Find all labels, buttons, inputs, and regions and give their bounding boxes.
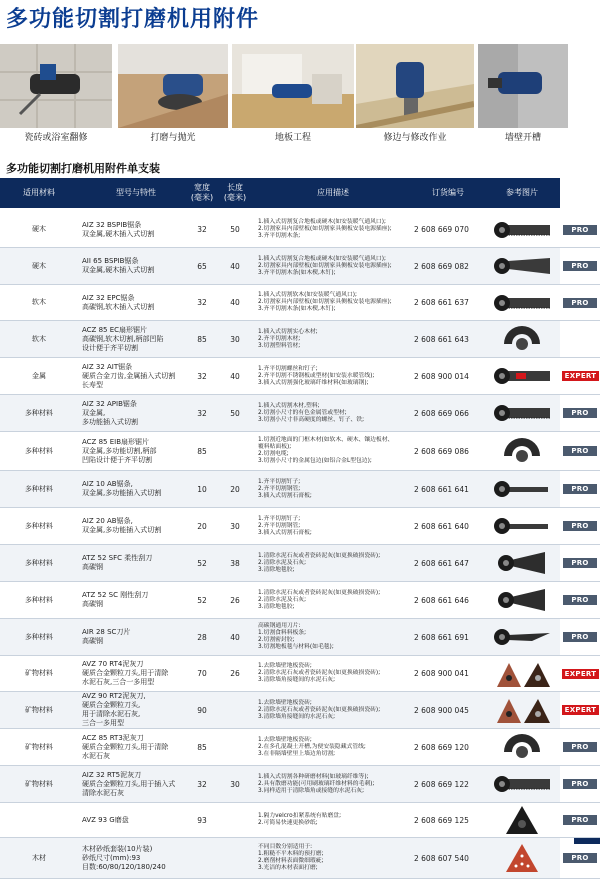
width-cell: 65 [197,261,207,271]
order-number-cell: 2 608 669 066 [414,408,469,418]
gallery-caption: 瓷砖或浴室翻修 [24,133,88,143]
material-cell: 多种材料 [25,632,53,641]
model-line: 双金属,硬木插入式切割 [82,229,155,238]
model-cell [82,285,190,320]
material-cell: 硬木 [32,225,46,233]
description-line: 1.去除墙壁地板瓷砖; [258,736,312,743]
table-row [0,838,600,879]
width-cell: 32 [197,408,207,418]
model-line: 硬质合金刀齿,金属插入式切割 [82,371,176,380]
material-cell: 多种材料 [25,446,53,455]
model-line: 长寿型 [82,380,103,389]
description-line: 1.切割食料料板条; [258,630,307,636]
description-cell [258,321,408,357]
description-cell [258,803,408,837]
model-line: 目数:60/80/120/180/240 [82,862,166,871]
description-cell [258,471,408,507]
header-width-label: 宽度 [194,183,210,192]
order-number-cell: 2 608 669 122 [414,779,469,789]
plunge-blade-icon [486,395,558,431]
plunge-blade-icon [486,285,558,320]
description-cell [258,248,408,284]
model-cell [82,508,190,544]
material-cell: 金属 [32,371,46,380]
material-cell: 多种材料 [25,558,53,567]
description-line: 1.齐平切割钉子; [258,515,301,522]
model-line: AIZ 32 EPC锯条 [82,293,135,302]
model-line: AIZ 32 RT5泥灰刀 [82,770,142,779]
model-line: 双金属,多功能切割,柄部 [82,446,157,455]
pro-badge: PRO [563,632,597,642]
order-number-cell: 2 608 900 014 [414,371,469,381]
model-line: AIZ 32 AIT锯条 [82,362,133,371]
page-title: 多功能切割打磨机用附件 [6,7,260,32]
width-cell: 32 [197,298,207,307]
model-line: 清除水泥石灰 [82,788,124,797]
header-width-unit: (毫米) [190,193,214,202]
description-line: 2.切割电缆; [258,451,289,457]
model-line: 双金属,多功能插入式切割 [82,489,162,497]
table-row [0,471,600,508]
table-row [0,212,600,248]
model-line: 高碳钢 [82,600,103,608]
model-cell [82,248,190,284]
model-cell [82,358,190,394]
model-line: 凹陷设计便于齐平切割 [82,455,152,464]
header-order: 订货编号 [432,188,464,197]
description-line: 2.清除水泥石灰或者瓷砖泥灰(如更换破损瓷砖); [258,706,381,713]
width-cell: 93 [197,815,207,825]
floor-work-photo [232,44,354,128]
description-line: 3.切割小尺寸的金属包边(如铝合金L型包边); [258,458,372,464]
width-cell: 85 [197,742,207,752]
pro-badge: PRO [563,225,597,235]
accessory-table-body [0,212,600,879]
pro-badge: PRO [563,298,597,308]
description-line: 3.光洁的木材表面打磨; [258,865,318,871]
pro-badge: PRO [563,261,597,271]
length-cell [222,692,248,728]
pro-badge: PRO [563,742,597,752]
description-line: 3.齐平切割木条(如木楔,木钉); [258,269,336,276]
model-cell [82,656,190,691]
description-line: 1.插入式切割各种研磨材料(如玻璃纤维等); [258,773,369,780]
material-cell: 矿物材料 [25,669,53,677]
wide-plunge-blade-icon [486,248,558,284]
header-width [190,178,214,208]
length-cell: 26 [230,595,240,605]
length-cell: 30 [230,521,240,531]
description-line: 1.插入式切割木材,塑料; [258,402,320,409]
order-number-cell: 2 608 669 120 [414,742,469,752]
header-length-unit: (毫米) [223,193,247,202]
description-line: 2.清除水泥及石灰; [258,596,307,603]
model-line: ATZ 52 SFC 柔性刮刀 [82,554,153,562]
order-number-cell: 2 608 661 637 [414,298,469,307]
order-number-cell: 2 608 661 691 [414,632,469,642]
description-line: 1.插入式切割复合地板或硬木(如安装暖气通风口); [258,219,386,225]
description-line: 1.插入式切割实心木材; [258,328,318,335]
table-row [0,248,600,285]
model-line: 木材砂纸套装(10片装) [82,844,153,853]
order-number-cell: 2 608 661 641 [414,484,469,494]
pro-badge: PRO [563,853,597,863]
description-line: 1.插入式切割软木(如安装暖气通风口); [258,292,357,298]
model-line: 水泥石灰 [82,751,110,760]
material-cell: 矿物材料 [25,705,53,714]
model-line: 硬质合金颗粒刀头,用于清除 [82,742,169,751]
model-line: 用于清除水泥石灰, [82,710,141,718]
table-row [0,729,600,766]
description-line: 2.切割密封胶; [258,637,295,643]
description-line: 2.具有散磨功能(可用刷玻璃纤维材料的毛刺); [258,780,375,787]
description-line: 3.清除墙角接缝间的水泥石灰; [258,677,336,683]
order-number-cell: 2 608 661 643 [414,334,469,344]
model-cell [82,212,190,247]
material-cell: 多种材料 [25,595,53,604]
description-line: 3.插入式切割石膏板; [258,492,312,499]
table-row [0,803,600,838]
order-number-cell: 2 608 669 070 [414,225,469,234]
length-cell [222,432,248,470]
length-cell: 40 [230,261,240,271]
description-line: 2.齐平切割钢管; [258,522,301,529]
width-cell: 85 [197,334,207,344]
description-line: 1.切割近地面的门框木材(如软木、硬木、镶边板材、 [258,437,394,443]
width-cell: 70 [197,669,207,678]
width-cell: 10 [197,484,207,494]
model-line: AIZ 32 BSPIB锯条 [82,220,142,229]
model-line: 双金属,硬木插入式切割 [82,266,155,274]
length-cell [222,838,248,878]
table-row [0,432,600,471]
model-line: 砂纸尺寸(mm):93 [82,853,141,862]
model-line: 双金属, [82,408,106,417]
sanding-polishing-photo [118,44,228,128]
description-line: 2.清除水泥及石灰; [258,559,307,566]
segment-blade-icon [486,729,558,765]
length-cell: 30 [230,779,240,789]
description-line: 1.隔力velcro扣紧系统有贴磨盘; [258,813,342,819]
model-line: AIR 28 SC刀片 [82,628,131,636]
description-cell [258,729,408,765]
description-cell [258,766,408,802]
description-line: 3.齐平切割木条; [258,233,301,239]
model-cell [82,471,190,507]
segment-blade-icon [486,432,558,470]
description-cell [258,619,408,655]
pro-badge: PRO [563,779,597,789]
description-line: 3.插入式切割石膏板; [258,529,312,536]
length-cell: 40 [230,371,240,381]
model-cell [82,803,190,837]
model-line: ATZ 52 SC 刚性刮刀 [82,591,149,599]
width-cell: 32 [197,225,207,234]
table-row [0,321,600,358]
width-cell: 32 [197,371,207,381]
expert-badge: EXPERT [562,669,599,679]
delta-sandpaper-icon [486,838,558,878]
description-line: 2.齐平切割不锈钢板或型材(如安装水暖管线); [258,372,375,379]
gallery-caption: 修边与修改作业 [383,133,447,143]
description-cell [258,656,408,691]
description-line: 2.切割小尺寸的有色金属管或型材; [258,409,347,416]
model-cell [82,692,190,728]
table-row [0,508,600,545]
application-gallery [0,44,600,144]
length-cell: 40 [230,632,240,642]
description-line: 1.粗糙不平木料的预打磨; [258,851,324,857]
order-number-cell: 2 608 661 646 [414,595,469,605]
model-line: 高碳钢,软木切割,柄部凹陷 [82,334,164,343]
order-number-cell: 2 608 669 082 [414,261,469,271]
order-number-cell: 2 608 669 086 [414,446,469,456]
description-line: 不同目数分别适用于: [258,844,313,850]
model-line: AVZ 90 RT2泥灰刀, [82,692,146,700]
order-number-cell: 2 608 900 045 [414,705,469,715]
order-number-cell: 2 608 661 647 [414,558,469,568]
material-cell: 软木 [32,334,46,343]
header-material: 适用材料 [23,188,55,197]
table-header [0,178,560,208]
model-line: 多功能插入式切割 [82,417,138,426]
order-number-cell: 2 608 607 540 [414,853,469,863]
width-cell: 52 [197,558,207,568]
model-line: 三合一多用型 [82,719,124,727]
material-cell: 软木 [32,298,46,306]
description-line: 2.磨削材料表面微细瑕疵; [258,858,324,864]
header-length [222,178,248,208]
description-line: 3.在非隔墙壁里上墙边角切割; [258,750,336,757]
model-line: AVZ 93 G磨盘 [82,815,129,824]
description-cell [258,838,408,878]
description-cell [258,545,408,581]
description-line: 3.清除地毯胶; [258,566,295,573]
model-cell [82,321,190,357]
width-cell: 90 [197,705,207,715]
trimming-photo [356,44,474,128]
description-line: 3.切割塑料管材; [258,342,301,349]
pro-badge: PRO [563,595,597,605]
table-row [0,545,600,582]
model-line: 水泥石灰,三合一多用型 [82,678,155,686]
description-line: 2.齐平切割钢管; [258,485,301,492]
scraper-icon [486,545,558,581]
pro-badge: PRO [563,484,597,494]
model-cell [82,395,190,431]
plunge-blade-icon [486,766,558,802]
description-line: 1.清除水泥石灰或者瓷砖泥灰(如更换破损瓷砖); [258,552,381,559]
pro-badge: PRO [563,558,597,568]
model-line: AII 65 BSPIB锯条 [82,257,139,265]
description-cell [258,212,408,247]
length-cell: 40 [230,298,240,307]
material-cell: 矿物材料 [25,742,53,751]
pro-badge: PRO [563,815,597,825]
wall-slotting-photo [478,44,568,128]
model-line: 硬质合金颗粒刀头, [82,701,141,709]
description-line: 1.齐平切割螺丝和钉子; [258,365,318,372]
page-corner-mark [574,838,600,844]
narrow-blade-icon [486,508,558,544]
table-row [0,656,600,692]
material-cell: 多种材料 [25,484,53,493]
model-line: ACZ 85 RT3泥灰刀 [82,733,144,742]
order-number-cell: 2 608 661 640 [414,521,469,531]
description-line: 2.在多孔混凝土开槽,为便安装隐藏式管线; [258,743,366,750]
description-line: 3.齐平切割木条(如木楔,木钉); [258,306,336,312]
gallery-caption: 墙壁开槽 [504,133,541,143]
section-title: 多功能切割打磨机用附件单支装 [6,162,160,175]
description-line: 1.去除墙壁地板瓷砖; [258,663,312,669]
length-cell: 26 [230,669,240,678]
length-cell: 50 [230,408,240,418]
model-line: 硬质合金颗粒刀头,用于插入式 [82,779,176,788]
description-line: 2.切割家具内部壁板(如切割家具侧板安装电源插座); [258,226,392,232]
material-cell: 矿物材料 [25,779,53,788]
table-row [0,619,600,656]
gallery-caption: 地板工程 [274,133,311,143]
expert-badge: EXPERT [562,705,599,715]
header-length-label: 长度 [227,183,243,192]
description-line: 3.切割小尺寸非高硬度的螺丝、钉子、铁; [258,416,365,423]
width-cell [190,838,214,878]
material-cell: 硬木 [32,261,46,270]
model-line: 硬质合金颗粒刀头,用于清除 [82,669,169,677]
description-cell [258,358,408,394]
description-line: 3.清除墙角接缝间的水泥石灰; [258,713,336,720]
description-line: 1.清除水泥石灰或者瓷砖泥灰(如更换破损瓷砖); [258,589,381,596]
description-cell [258,508,408,544]
description-line: 2.切割家具内部壁板(如切割家具侧板安装电源插座); [258,299,392,305]
table-row [0,766,600,803]
description-line: 覆料贴面板); [258,444,292,450]
description-line: 1.去除墙壁地板瓷砖; [258,699,312,706]
model-line: 设计便于齐平切割 [82,343,138,352]
width-cell: 20 [197,521,207,531]
width-cell: 32 [197,779,207,789]
width-cell: 85 [197,446,207,456]
gallery-caption: 打磨与抛光 [150,133,196,143]
length-cell [222,803,248,837]
order-number-cell: 2 608 669 125 [414,815,469,825]
width-cell: 28 [197,632,207,642]
description-line: 2.切割家具内部壁板(如切割家具侧板安装电源插座); [258,262,392,269]
table-row [0,285,600,321]
delta-grout-blade-icon [486,656,558,691]
description-cell [258,285,408,320]
model-cell [82,838,190,878]
tile-renovation-photo [0,44,112,128]
description-line: 1.插入式切割复合地板或硬木(如安装暖气通风口); [258,255,386,262]
model-line: 高碳钢,软木插入式切割 [82,302,155,311]
delta-grout-blade-icon [486,692,558,728]
description-cell [258,432,408,470]
model-cell [82,432,190,470]
model-cell [82,545,190,581]
description-line: 2.可简易快速更换砂纸; [258,820,318,826]
description-line: 2.清除水泥石灰或者瓷砖泥灰(如更换破损瓷砖); [258,670,381,676]
segment-blade-icon [486,321,558,357]
length-cell [222,729,248,765]
header-description: 应用描述 [317,188,349,197]
model-line: 高碳钢 [82,637,103,645]
header-image: 参考图片 [506,188,538,197]
description-line: 3.同样适用于清除墙角或接缝的水泥石灰; [258,787,365,794]
model-line: AIZ 32 APIB锯条 [82,399,137,408]
description-cell [258,395,408,431]
expert-badge: EXPERT [562,371,599,381]
length-cell: 38 [230,558,240,568]
model-line: ACZ 85 EIB扇形锯片 [82,437,149,446]
description-cell [258,692,408,728]
material-cell: 多种材料 [25,408,53,417]
plunge-blade-icon [486,212,558,247]
model-line: AIZ 10 AB锯条, [82,480,133,488]
knife-blade-icon [486,619,558,655]
length-cell: 20 [230,484,240,494]
order-number-cell: 2 608 900 041 [414,669,469,678]
table-row [0,582,600,619]
width-cell: 52 [197,595,207,605]
description-line: 高碳钢通用刀片: [258,623,301,629]
table-row [0,395,600,432]
length-cell: 30 [230,334,240,344]
scraper-icon [486,582,558,618]
delta-pad-icon [486,803,558,837]
model-line: 双金属,多功能插入式切割 [82,526,162,534]
material-cell: 木材 [32,853,46,862]
material-cell: 多种材料 [25,521,53,530]
pro-badge: PRO [563,408,597,418]
header-model: 型号与特性 [116,188,156,197]
length-cell: 50 [230,225,240,234]
model-line: 高碳钢 [82,563,103,571]
pro-badge: PRO [563,521,597,531]
model-line: AIZ 20 AB锯条, [82,517,133,525]
description-line: 3.清除地毯胶; [258,603,295,610]
description-cell [258,582,408,618]
expert-plunge-blade-icon [486,358,558,394]
description-line: 3.切割地板毯与材料(如毛毯); [258,644,334,650]
description-line: 1.齐平切割钉子; [258,478,301,485]
model-line: ACZ 85 EC扇形锯片 [82,325,148,334]
model-cell [82,619,190,655]
table-row [0,692,600,729]
model-cell [82,729,190,765]
pro-badge: PRO [563,446,597,456]
table-row [0,358,600,395]
model-cell [82,766,190,802]
description-line: 2.齐平切割木材; [258,335,301,342]
model-line: AVZ 70 RT4泥灰刀 [82,660,144,668]
material-cell [0,803,78,837]
description-line: 3.插入式切割强化玻璃纤维材料(如玻璃钢); [258,379,369,386]
narrow-blade-icon [486,471,558,507]
model-cell [82,582,190,618]
